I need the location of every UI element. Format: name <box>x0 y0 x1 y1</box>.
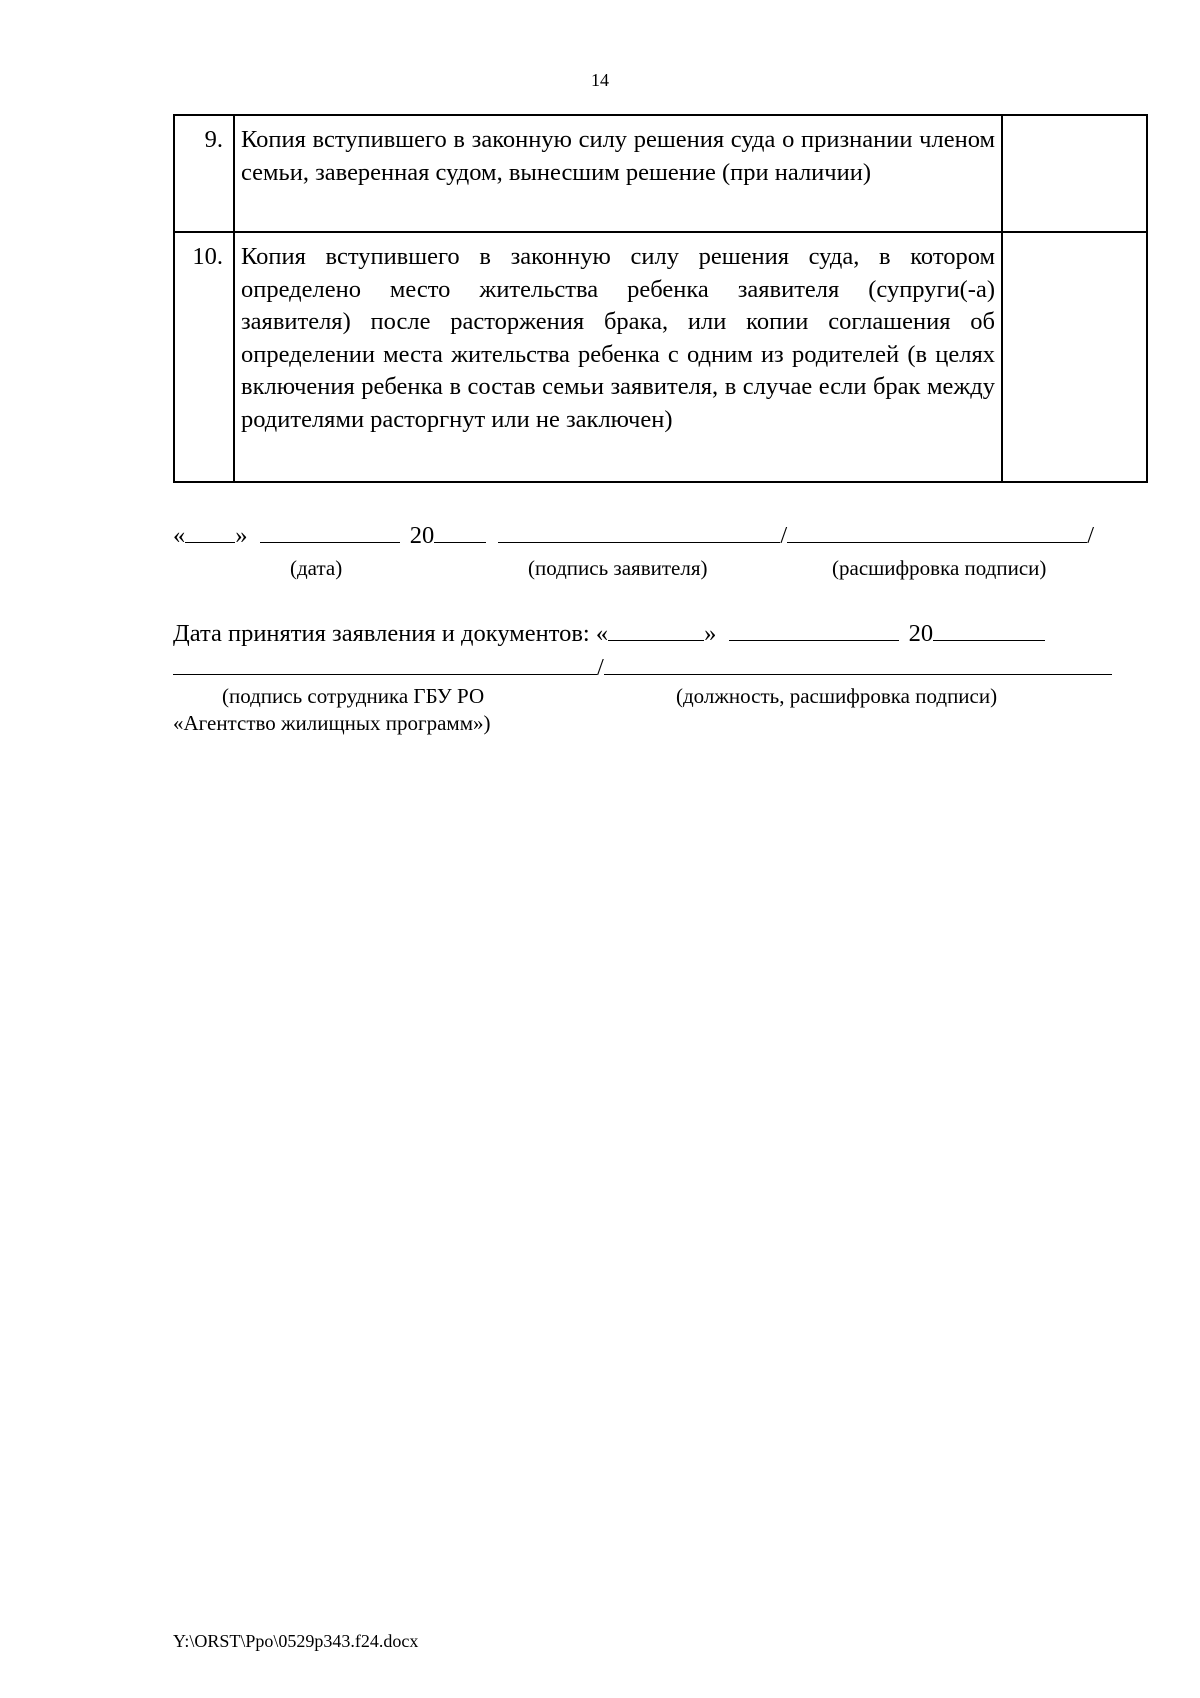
signature-blank[interactable] <box>498 520 780 543</box>
close-quote: » <box>235 522 248 549</box>
year-blank[interactable] <box>434 520 486 543</box>
open-quote: « <box>173 522 186 549</box>
row-number: 9. <box>174 115 234 232</box>
row-text: Копия вступившего в законную силу решения суда о признании членом семьи, заверенная судом, вынесшим решение (при наличии) <box>234 115 1002 232</box>
applicant-signature-line <box>173 520 1094 550</box>
month-blank[interactable] <box>260 520 400 543</box>
employee-signature-line <box>173 652 1112 682</box>
employee-caption-line1: (подпись сотрудника ГБУ РО <box>222 684 485 708</box>
day-blank[interactable] <box>185 520 235 543</box>
open-quote: « <box>595 620 609 647</box>
position-decoding-blank[interactable] <box>604 652 1112 675</box>
year-blank[interactable] <box>933 618 1045 641</box>
row-mark-cell[interactable] <box>1002 232 1147 482</box>
year-prefix: 20 <box>908 620 934 647</box>
acceptance-label: Дата принятия заявления и документов: <box>173 620 590 647</box>
decoding-blank[interactable] <box>787 520 1087 543</box>
signature-caption: (подпись заявителя) <box>528 556 708 580</box>
page-number: 14 <box>591 70 609 90</box>
month-blank[interactable] <box>729 618 899 641</box>
employee-caption-line2: «Агентство жилищных программ») <box>173 711 491 735</box>
documents-table <box>173 114 1148 483</box>
year-prefix: 20 <box>409 522 435 549</box>
slash: / <box>780 522 788 549</box>
slash: / <box>1087 522 1094 549</box>
acceptance-date-line <box>173 618 1045 648</box>
row-number: 10. <box>174 232 234 482</box>
close-quote: » <box>704 620 717 647</box>
row-text: Копия вступившего в законную силу решения суда, в котором определено место жительства ребенка заявителя (супруги(-а) заявителя) после расторжения брака, или копии соглашения об определении места жительства ребенка с одним из родителей (в целях включения ребенка в состав семьи заявителя, в случае если брак между родителями расторгнут или не заключен) <box>234 232 1002 482</box>
employee-signature-blank[interactable] <box>173 652 597 675</box>
day-blank[interactable] <box>608 618 704 641</box>
slash: / <box>597 654 604 681</box>
table-row <box>174 115 1147 232</box>
table-row <box>174 232 1147 482</box>
row-mark-cell[interactable] <box>1002 115 1147 232</box>
footer-file-path: Y:\ORST\Ppo\0529p343.f24.docx <box>173 1631 419 1651</box>
decoding-caption: (расшифровка подписи) <box>832 556 1047 580</box>
date-caption: (дата) <box>290 556 343 580</box>
position-caption: (должность, расшифровка подписи) <box>676 684 998 708</box>
